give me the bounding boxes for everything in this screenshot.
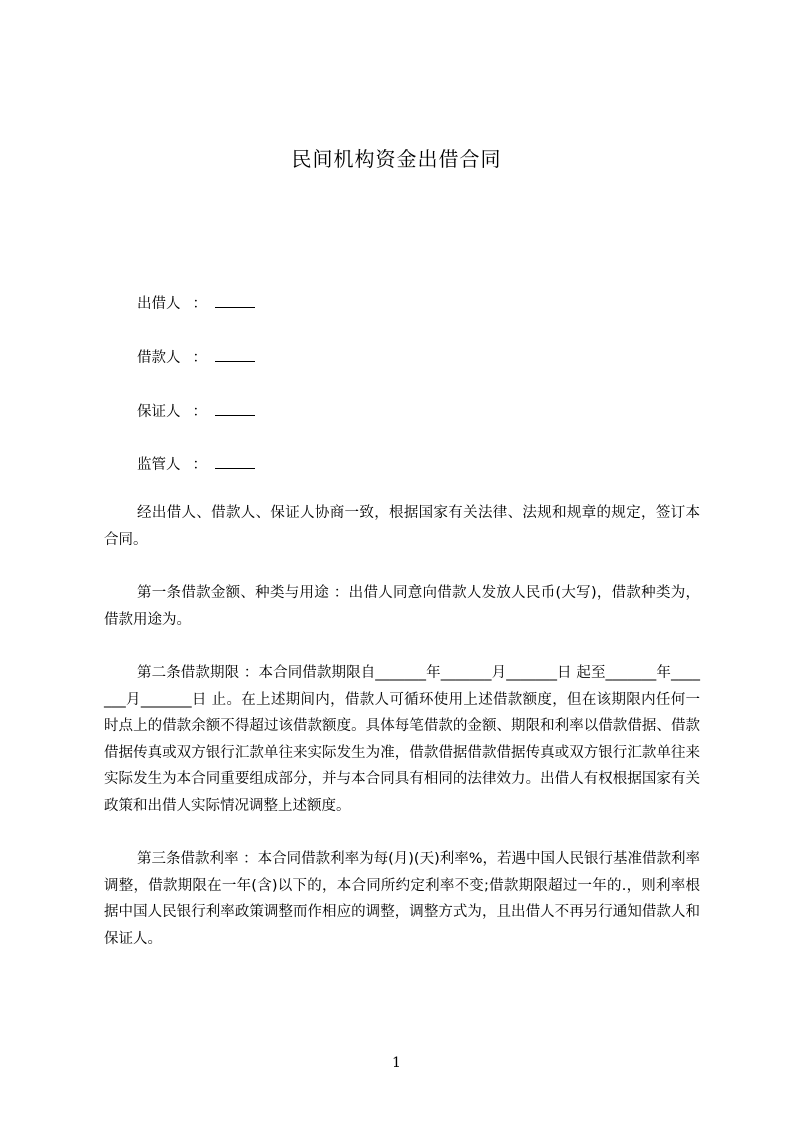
party-blank-line: [215, 347, 255, 362]
party-guarantor: [137, 400, 255, 421]
party-lender: [137, 292, 255, 313]
party-label: 保证人: [137, 404, 181, 420]
party-supervisor: [137, 453, 255, 474]
party-label: 借款人: [137, 350, 181, 366]
intro-paragraph: 经出借人、借款人、保证人协商一致，根据国家有关法律、法规和规章的规定，签订本合同。: [104, 505, 700, 548]
party-colon: ：: [192, 457, 207, 473]
party-label: 监管人: [137, 457, 181, 473]
party-blank-line: [215, 293, 255, 308]
article-1-paragraph: 第一条借款金额、种类与用途 ：出借人同意向借款人发放人民币(大写)，借款种类为，借款用途为。: [104, 585, 700, 628]
party-colon: ：: [192, 350, 207, 366]
document-title: 民间机构资金出借合同: [291, 147, 502, 171]
article-3-paragraph: 第三条借款利率 ：本合同借款利率为每(月)(天)利率%，若遇中国人民银行基准借款利率调整，借款期限在一年(含)以下的，本合同所约定利率不变;借款期限超过一年的.，则利率根据中国人民银行利率政策调整而作相应的调整，调整方式为，且出借人不再另行通知借款人和保证人。: [104, 851, 701, 947]
party-colon: ：: [192, 296, 207, 312]
article-2-paragraph: 第二条借款期限 ：本合同借款期限自_______年_______月_______日 起至_______年_______月_______日 止。在上述期间内，借款人可循环使用上述借款额度，但在该期限内任何一时点上的借款余额不得超过该借款额度。具体每笔借款的金额、期限和利率以借款借据、借款借据传真或双方银行汇款单往来实际发生为准，借款借据借款借据传真或双方银行汇款单往来实际发生为本合同重要组成部分，并与本合同具有相同的法律效力。出借人有权根据国家有关政策和出借人实际情况调整上述额度。: [104, 665, 700, 814]
party-colon: ：: [192, 404, 207, 420]
page-number: 1: [392, 1055, 401, 1071]
party-label: 出借人: [137, 296, 181, 312]
party-blank-line: [215, 454, 255, 469]
party-blank-line: [215, 401, 255, 416]
party-borrower: [137, 346, 255, 367]
